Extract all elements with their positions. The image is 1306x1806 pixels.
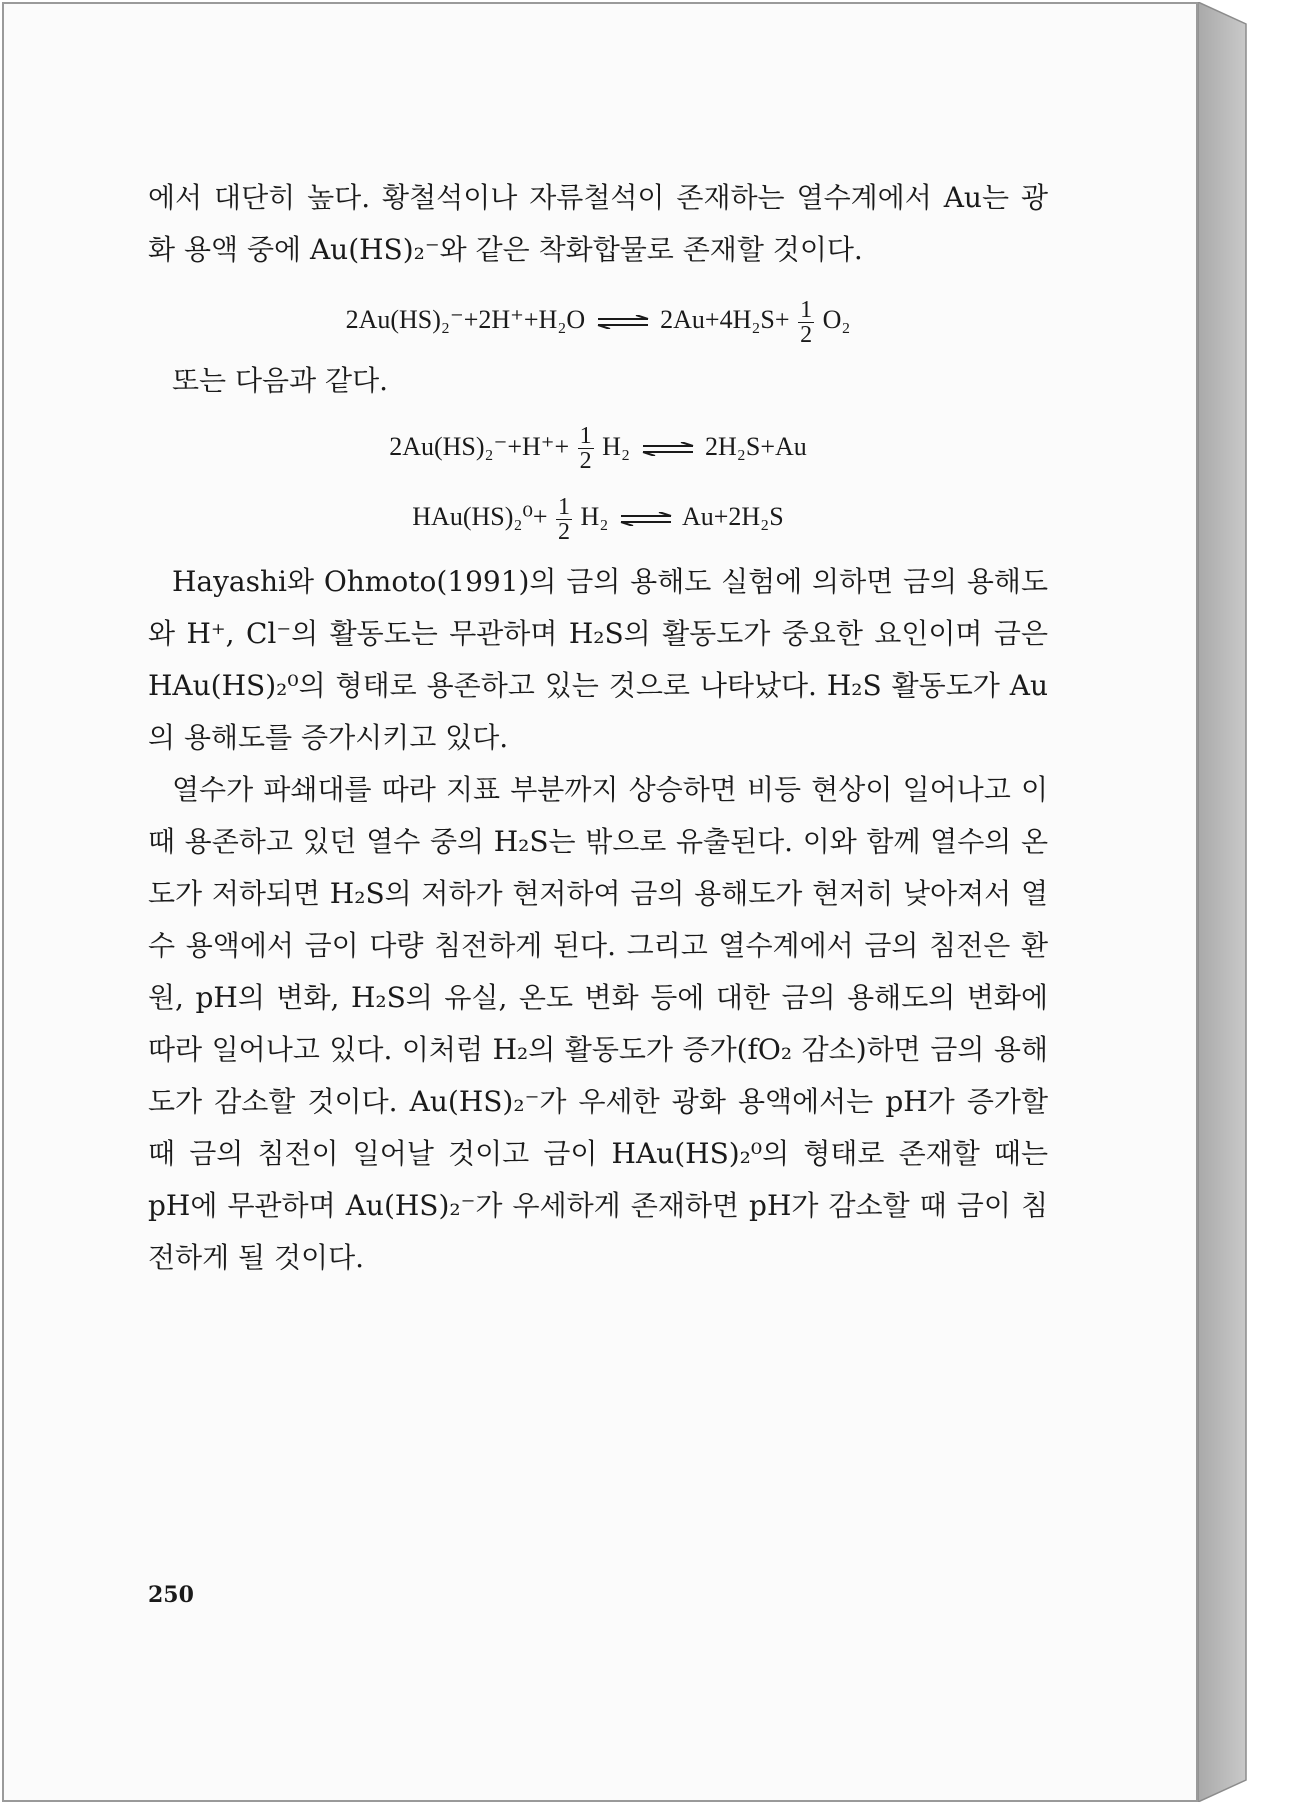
equation-3 [148,491,1048,544]
equation-1-left: 2Au(HS)₂⁻+2H⁺+H₂O [345,305,586,334]
equation-2-right: 2H₂S+Au [705,431,807,461]
equilibrium-arrow-icon [641,442,695,456]
fraction-denominator: 2 [579,448,592,475]
equation-2 [148,421,1048,474]
body-text [148,172,1048,1284]
page-number: 250 [148,1582,194,1608]
equation-2-left: 2Au(HS)₂⁻+H⁺+ [389,431,570,461]
fraction-numerator: 1 [579,423,592,450]
equilibrium-arrow-icon [619,512,673,526]
page-edge-shadow [1198,2,1252,1802]
paragraph-intro: 에서 대단히 높다. 황철석이나 자류철석이 존재하는 열수계에서 Au는 광화 용액 중에 Au(HS)₂⁻와 같은 착화합물로 존재할 것이다. [148,181,1048,266]
fraction-one-half [798,298,814,347]
equation-1-right-tail: O₂ [822,305,851,334]
equation-3-left-tail: H₂ [580,502,609,532]
fraction-one-half [578,424,594,473]
fraction-numerator: 1 [800,296,813,323]
equation-3-right: Au+2H₂S [681,502,784,532]
fraction-numerator: 1 [558,493,571,520]
transition-text: 또는 다음과 같다. [172,363,389,397]
equation-1-right: 2Au+4H₂S+ [660,305,790,334]
fraction-denominator: 2 [558,518,571,545]
equation-2-left-tail: H₂ [602,431,631,461]
equation-3-left: HAu(HS)₂⁰+ [412,502,548,532]
equilibrium-arrow-icon [596,315,650,329]
fraction-one-half [556,495,572,544]
fraction-denominator: 2 [800,321,813,348]
paragraph-solubility-experiment: Hayashi와 Ohmoto(1991)의 금의 용해도 실험에 의하면 금의 용해도와 H⁺, Cl⁻의 활동도는 무관하며 H₂S의 활동도가 중요한 요인이며 금은 HAu(HS)₂⁰의 형태로 용존하고 있는 것으로 나타났다. H₂S 활동도가 Au의 용해도를 증가시키고 있다. [148,564,1048,754]
paragraph-precipitation: 열수가 파쇄대를 따라 지표 부분까지 상승하면 비등 현상이 일어나고 이때 용존하고 있던 열수 중의 H₂S는 밖으로 유출된다. 이와 함께 열수의 온도가 저하되면 H₂S의 저하가 현저하여 금의 용해도가 현저히 낮아져서 열수 용액에서 금이 다량 침전하게 된다. 그리고 열수계에서 금의 침전은 환원, pH의 변화, H₂S의 유실, 온도 변화 등에 대한 금의 용해도의 변화에 따라 일어나고 있다. 이처럼 H₂의 활동도가 증가(fO₂ 감소)하면 금의 용해도가 감소할 것이다. Au(HS)₂⁻가 우세한 광화 용액에서는 pH가 증가할 때 금의 침전이 일어날 것이고 금이 HAu(HS)₂⁰의 형태로 존재할 때는 pH에 무관하며 Au(HS)₂⁻가 우세하게 존재하면 pH가 감소할 때 금이 침전하게 될 것이다. [148,772,1048,1274]
equation-1 [148,294,1048,347]
